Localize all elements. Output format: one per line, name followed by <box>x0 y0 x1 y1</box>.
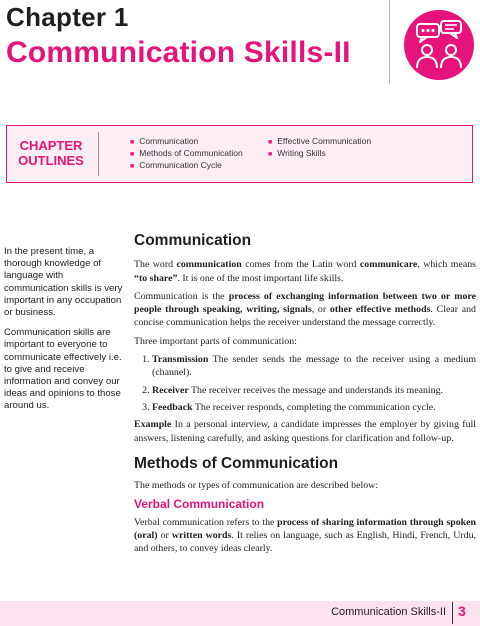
section-heading: Methods of Communication <box>134 454 339 472</box>
footer-title: Communication Skills-II <box>331 606 446 618</box>
chapter-outlines-label: CHAPTER OUTLINES <box>18 138 84 168</box>
outline-item: ■ Communication <box>130 136 199 146</box>
square-bullet-icon: ■ <box>268 139 273 146</box>
square-bullet-icon: ■ <box>130 163 135 170</box>
paragraph: Communication is the process of exchanging information between two or more people through speaking, writing, signals, or other effective methods. Clear and concise communication helps the receiver understand the message correctly. <box>134 290 476 329</box>
parts-list <box>134 353 476 414</box>
list-item: 1. Transmission The sender sends the message to the receiver using a medium (channel). <box>152 353 476 380</box>
square-bullet-icon: ■ <box>268 151 273 158</box>
chapter-number: Chapter 1 <box>6 2 129 32</box>
section-heading: Communication <box>134 232 252 249</box>
page-number: 3 <box>458 603 466 619</box>
main-content <box>134 234 476 561</box>
sidebar-paragraph: In the present time, a thorough knowledge of language with communication skills is very important in any occupation or business. <box>4 246 123 319</box>
square-bullet-icon: ■ <box>130 139 135 146</box>
footer-divider <box>452 602 453 624</box>
list-item: 3. Feedback The receiver responds, completing the communication cycle. <box>152 401 476 414</box>
paragraph: The methods or types of communication are described below: <box>134 480 379 492</box>
sidebar-note <box>4 246 124 421</box>
outline-item: ■ Methods of Communication <box>130 148 243 158</box>
sidebar-paragraph: Communication skills are important to everyone to communicate effectively i.e. to give and receive information and convey our ideas and opinions to those around us. <box>4 327 122 412</box>
outline-divider <box>98 132 99 176</box>
example-paragraph: Example In a personal interview, a candidate impresses the employer by giving full answers, listening carefully, and asking questions for clarification and follow-up. <box>134 419 476 444</box>
chapter-title: Communication Skills-II <box>6 36 351 69</box>
people-chat-icon <box>404 10 474 80</box>
paragraph: The word communication comes from the Latin word communicare, which means “to share”. It is one of the most important life skills. <box>134 259 476 284</box>
outline-item: ■ Writing Skills <box>268 148 326 158</box>
list-item: 2. Receiver The receiver receives the message and understands its meaning. <box>152 384 476 397</box>
paragraph: Verbal communication refers to the process of sharing information through spoken (oral) or written words. It relies on language, such as English, Hindi, French, Urdu, and others, to convey ideas clearly. <box>134 516 477 555</box>
communication-people-icon <box>404 10 474 80</box>
square-bullet-icon: ■ <box>130 151 135 158</box>
paragraph: Three important parts of communication: <box>134 335 297 347</box>
outline-item: ■ Communication Cycle <box>130 160 222 170</box>
outline-item: ■ Effective Communication <box>268 136 372 146</box>
subsection-heading: Verbal Communication <box>134 497 265 512</box>
header-divider <box>389 0 390 84</box>
